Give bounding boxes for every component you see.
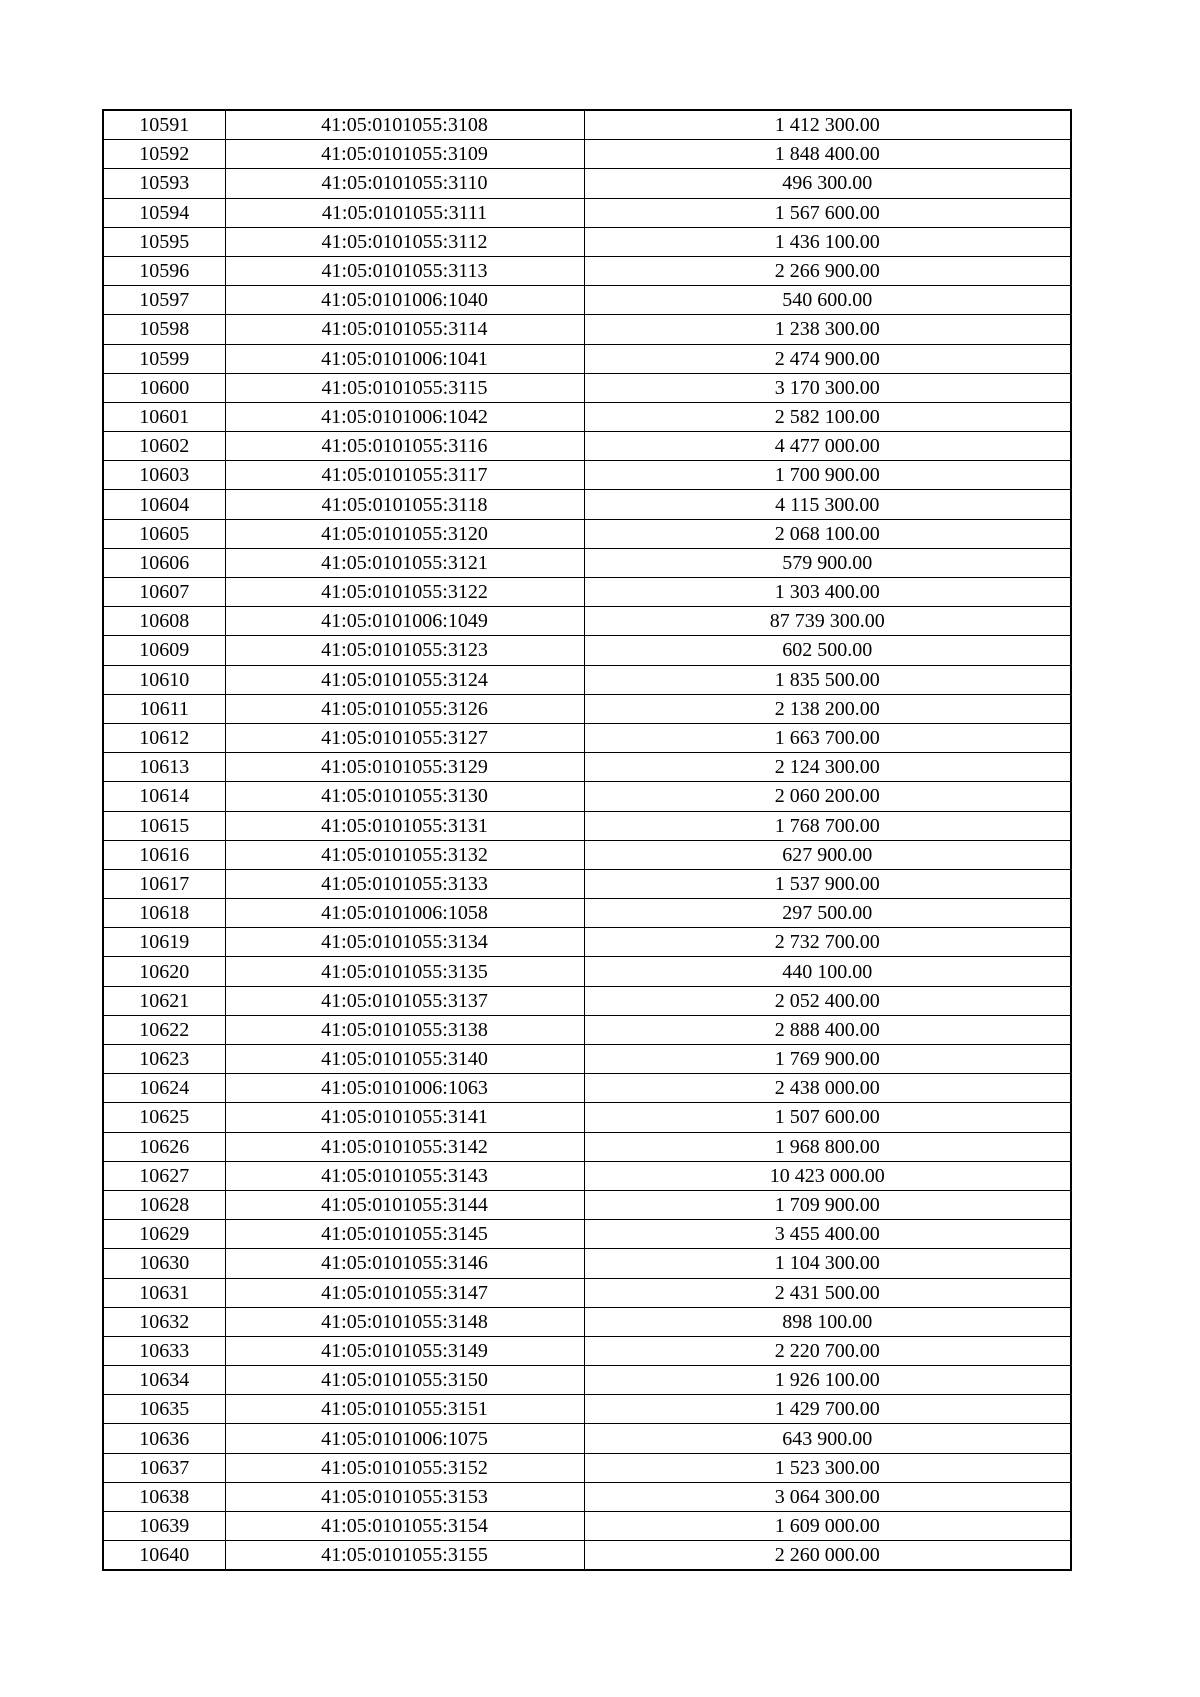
cadastral-number-cell: 41:05:0101055:3130 [225,782,584,811]
cadastral-value-cell: 4 115 300.00 [584,490,1071,519]
cadastral-value-cell: 1 709 900.00 [584,1190,1071,1219]
row-number-cell: 10607 [103,578,225,607]
row-number-cell: 10628 [103,1190,225,1219]
cadastral-number-cell: 41:05:0101055:3149 [225,1336,584,1365]
cadastral-number-cell: 41:05:0101055:3151 [225,1395,584,1424]
table-row [103,432,1071,461]
row-number-cell: 10591 [103,110,225,140]
row-number-cell: 10597 [103,286,225,315]
row-number-cell: 10595 [103,227,225,256]
table-row [103,140,1071,169]
row-number-cell: 10594 [103,198,225,227]
cadastral-value-cell: 1 968 800.00 [584,1132,1071,1161]
cadastral-number-cell: 41:05:0101055:3114 [225,315,584,344]
row-number-cell: 10600 [103,373,225,402]
row-number-cell: 10634 [103,1366,225,1395]
row-number-cell: 10601 [103,402,225,431]
cadastral-value-cell: 2 474 900.00 [584,344,1071,373]
row-number-cell: 10635 [103,1395,225,1424]
cadastral-value-cell: 643 900.00 [584,1424,1071,1453]
row-number-cell: 10596 [103,256,225,285]
table-row [103,957,1071,986]
cadastral-value-cell: 1 768 700.00 [584,811,1071,840]
table-row [103,490,1071,519]
table-row [103,1190,1071,1219]
table-row [103,928,1071,957]
cadastral-value-cell: 1 523 300.00 [584,1453,1071,1482]
cadastral-value-cell: 2 138 200.00 [584,694,1071,723]
row-number-cell: 10592 [103,140,225,169]
cadastral-value-cell: 2 052 400.00 [584,986,1071,1015]
row-number-cell: 10621 [103,986,225,1015]
row-number-cell: 10627 [103,1161,225,1190]
cadastral-value-cell: 4 477 000.00 [584,432,1071,461]
cadastral-value-cell: 440 100.00 [584,957,1071,986]
cadastral-value-cell: 2 068 100.00 [584,519,1071,548]
cadastral-number-cell: 41:05:0101055:3129 [225,753,584,782]
cadastral-number-cell: 41:05:0101006:1042 [225,402,584,431]
cadastral-number-cell: 41:05:0101006:1063 [225,1074,584,1103]
cadastral-number-cell: 41:05:0101055:3123 [225,636,584,665]
row-number-cell: 10626 [103,1132,225,1161]
row-number-cell: 10599 [103,344,225,373]
row-number-cell: 10636 [103,1424,225,1453]
cadastral-value-cell: 898 100.00 [584,1307,1071,1336]
cadastral-value-cell: 2 260 000.00 [584,1541,1071,1571]
cadastral-value-cell: 602 500.00 [584,636,1071,665]
row-number-cell: 10617 [103,869,225,898]
cadastral-number-cell: 41:05:0101055:3112 [225,227,584,256]
table-body [103,110,1071,1570]
cadastral-number-cell: 41:05:0101006:1075 [225,1424,584,1453]
cadastral-value-cell: 579 900.00 [584,548,1071,577]
table-row [103,402,1071,431]
row-number-cell: 10609 [103,636,225,665]
row-number-cell: 10633 [103,1336,225,1365]
cadastral-number-cell: 41:05:0101055:3147 [225,1278,584,1307]
cadastral-number-cell: 41:05:0101055:3146 [225,1249,584,1278]
cadastral-number-cell: 41:05:0101055:3108 [225,110,584,140]
cadastral-value-cell: 10 423 000.00 [584,1161,1071,1190]
cadastral-number-cell: 41:05:0101055:3153 [225,1482,584,1511]
table-row [103,1512,1071,1541]
row-number-cell: 10637 [103,1453,225,1482]
table-row [103,286,1071,315]
cadastral-number-cell: 41:05:0101055:3122 [225,578,584,607]
row-number-cell: 10593 [103,169,225,198]
cadastral-number-cell: 41:05:0101006:1041 [225,344,584,373]
cadastral-number-cell: 41:05:0101055:3138 [225,1015,584,1044]
row-number-cell: 10603 [103,461,225,490]
table-row [103,753,1071,782]
cadastral-value-cell: 1 848 400.00 [584,140,1071,169]
table-row [103,1482,1071,1511]
row-number-cell: 10638 [103,1482,225,1511]
cadastral-value-cell: 627 900.00 [584,840,1071,869]
row-number-cell: 10604 [103,490,225,519]
cadastral-number-cell: 41:05:0101055:3132 [225,840,584,869]
cadastral-number-cell: 41:05:0101006:1058 [225,899,584,928]
table-row [103,227,1071,256]
table-row [103,1015,1071,1044]
table-row [103,636,1071,665]
row-number-cell: 10614 [103,782,225,811]
cadastral-value-cell: 2 431 500.00 [584,1278,1071,1307]
row-number-cell: 10639 [103,1512,225,1541]
table-row [103,578,1071,607]
table-row [103,1103,1071,1132]
table-row [103,1220,1071,1249]
table-row [103,694,1071,723]
cadastral-number-cell: 41:05:0101055:3141 [225,1103,584,1132]
cadastral-value-cell: 1 835 500.00 [584,665,1071,694]
table-row [103,1395,1071,1424]
cadastral-number-cell: 41:05:0101006:1040 [225,286,584,315]
cadastral-value-table [102,109,1072,1571]
cadastral-number-cell: 41:05:0101055:3131 [225,811,584,840]
cadastral-value-cell: 1 700 900.00 [584,461,1071,490]
table-row [103,548,1071,577]
row-number-cell: 10616 [103,840,225,869]
cadastral-number-cell: 41:05:0101055:3115 [225,373,584,402]
cadastral-number-cell: 41:05:0101055:3109 [225,140,584,169]
cadastral-value-cell: 2 732 700.00 [584,928,1071,957]
row-number-cell: 10631 [103,1278,225,1307]
cadastral-value-cell: 496 300.00 [584,169,1071,198]
table-row [103,1249,1071,1278]
cadastral-number-cell: 41:05:0101055:3111 [225,198,584,227]
table-row [103,1278,1071,1307]
table-row [103,1541,1071,1571]
cadastral-number-cell: 41:05:0101055:3155 [225,1541,584,1571]
table-row [103,110,1071,140]
cadastral-number-cell: 41:05:0101055:3133 [225,869,584,898]
table-row [103,198,1071,227]
cadastral-number-cell: 41:05:0101055:3124 [225,665,584,694]
cadastral-value-cell: 1 609 000.00 [584,1512,1071,1541]
cadastral-value-cell: 1 303 400.00 [584,578,1071,607]
row-number-cell: 10640 [103,1541,225,1571]
table-row [103,782,1071,811]
cadastral-number-cell: 41:05:0101055:3127 [225,723,584,752]
table-row [103,1424,1071,1453]
cadastral-number-cell: 41:05:0101006:1049 [225,607,584,636]
table-row [103,665,1071,694]
row-number-cell: 10611 [103,694,225,723]
row-number-cell: 10620 [103,957,225,986]
row-number-cell: 10624 [103,1074,225,1103]
cadastral-value-cell: 1 412 300.00 [584,110,1071,140]
row-number-cell: 10615 [103,811,225,840]
row-number-cell: 10630 [103,1249,225,1278]
cadastral-number-cell: 41:05:0101055:3142 [225,1132,584,1161]
cadastral-number-cell: 41:05:0101055:3152 [225,1453,584,1482]
cadastral-value-cell: 1 104 300.00 [584,1249,1071,1278]
cadastral-number-cell: 41:05:0101055:3117 [225,461,584,490]
cadastral-value-cell: 1 567 600.00 [584,198,1071,227]
cadastral-number-cell: 41:05:0101055:3143 [225,1161,584,1190]
cadastral-value-cell: 2 438 000.00 [584,1074,1071,1103]
table-row [103,607,1071,636]
cadastral-value-cell: 297 500.00 [584,899,1071,928]
table-row [103,986,1071,1015]
table-row [103,899,1071,928]
table-row [103,373,1071,402]
cadastral-value-cell: 2 266 900.00 [584,256,1071,285]
cadastral-number-cell: 41:05:0101055:3118 [225,490,584,519]
cadastral-number-cell: 41:05:0101055:3135 [225,957,584,986]
row-number-cell: 10613 [103,753,225,782]
cadastral-value-cell: 1 926 100.00 [584,1366,1071,1395]
cadastral-value-cell: 2 888 400.00 [584,1015,1071,1044]
table-row [103,1366,1071,1395]
cadastral-number-cell: 41:05:0101055:3144 [225,1190,584,1219]
cadastral-number-cell: 41:05:0101055:3134 [225,928,584,957]
cadastral-number-cell: 41:05:0101055:3148 [225,1307,584,1336]
row-number-cell: 10602 [103,432,225,461]
row-number-cell: 10623 [103,1045,225,1074]
cadastral-value-cell: 1 769 900.00 [584,1045,1071,1074]
table-row [103,811,1071,840]
cadastral-value-cell: 2 582 100.00 [584,402,1071,431]
row-number-cell: 10612 [103,723,225,752]
table-row [103,315,1071,344]
cadastral-value-cell: 3 170 300.00 [584,373,1071,402]
cadastral-number-cell: 41:05:0101055:3140 [225,1045,584,1074]
cadastral-value-cell: 2 220 700.00 [584,1336,1071,1365]
table-row [103,723,1071,752]
cadastral-value-cell: 3 064 300.00 [584,1482,1071,1511]
cadastral-number-cell: 41:05:0101055:3154 [225,1512,584,1541]
cadastral-value-cell: 1 507 600.00 [584,1103,1071,1132]
row-number-cell: 10622 [103,1015,225,1044]
cadastral-value-cell: 1 663 700.00 [584,723,1071,752]
cadastral-number-cell: 41:05:0101055:3120 [225,519,584,548]
table-row [103,1161,1071,1190]
cadastral-value-cell: 2 060 200.00 [584,782,1071,811]
table-row [103,1045,1071,1074]
table-row [103,256,1071,285]
cadastral-number-cell: 41:05:0101055:3137 [225,986,584,1015]
cadastral-number-cell: 41:05:0101055:3150 [225,1366,584,1395]
row-number-cell: 10608 [103,607,225,636]
cadastral-number-cell: 41:05:0101055:3121 [225,548,584,577]
table-row [103,869,1071,898]
row-number-cell: 10632 [103,1307,225,1336]
row-number-cell: 10625 [103,1103,225,1132]
table-row [103,1132,1071,1161]
table-row [103,1074,1071,1103]
table-row [103,1307,1071,1336]
cadastral-value-cell: 87 739 300.00 [584,607,1071,636]
table-row [103,461,1071,490]
cadastral-number-cell: 41:05:0101055:3110 [225,169,584,198]
row-number-cell: 10606 [103,548,225,577]
cadastral-value-cell: 1 537 900.00 [584,869,1071,898]
cadastral-value-cell: 1 429 700.00 [584,1395,1071,1424]
cadastral-number-cell: 41:05:0101055:3113 [225,256,584,285]
cadastral-value-cell: 1 238 300.00 [584,315,1071,344]
table-row [103,840,1071,869]
table-row [103,344,1071,373]
table-row [103,1336,1071,1365]
row-number-cell: 10605 [103,519,225,548]
cadastral-number-cell: 41:05:0101055:3126 [225,694,584,723]
table-row [103,169,1071,198]
row-number-cell: 10619 [103,928,225,957]
row-number-cell: 10598 [103,315,225,344]
cadastral-number-cell: 41:05:0101055:3145 [225,1220,584,1249]
cadastral-value-cell: 540 600.00 [584,286,1071,315]
table-row [103,519,1071,548]
row-number-cell: 10629 [103,1220,225,1249]
cadastral-value-cell: 2 124 300.00 [584,753,1071,782]
row-number-cell: 10618 [103,899,225,928]
row-number-cell: 10610 [103,665,225,694]
cadastral-number-cell: 41:05:0101055:3116 [225,432,584,461]
cadastral-value-cell: 3 455 400.00 [584,1220,1071,1249]
cadastral-value-cell: 1 436 100.00 [584,227,1071,256]
table-row [103,1453,1071,1482]
